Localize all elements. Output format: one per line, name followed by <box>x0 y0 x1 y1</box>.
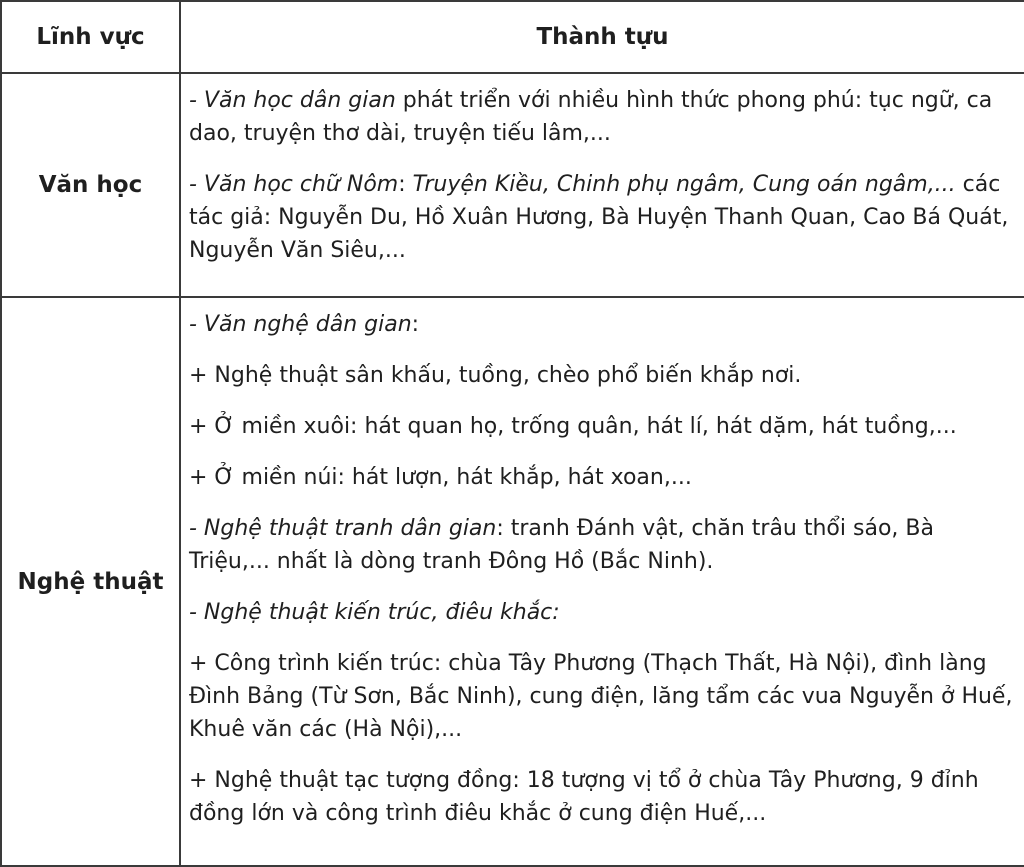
text: + Ở miền núi: hát lượn, hát khắp, hát xoan,... <box>189 465 692 490</box>
text: : <box>398 172 413 197</box>
paragraph <box>189 359 1016 392</box>
italic-text: - Nghệ thuật tranh dân gian <box>189 516 497 541</box>
paragraph <box>189 308 1016 341</box>
text: + Nghệ thuật tạc tượng đồng: 18 tượng vị tổ ở chùa Tây Phương, 9 đỉnh đồng lớn và công trình điêu khắc ở cung điện Huế,... <box>189 768 979 826</box>
paragraph <box>189 596 1016 629</box>
paragraph <box>189 410 1016 443</box>
header-achievements: Thành tựu <box>180 1 1024 73</box>
paragraph <box>189 512 1016 578</box>
text: + Công trình kiến trúc: chùa Tây Phương (Thạch Thất, Hà Nội), đình làng Đình Bảng (Từ Sơn, Bắc Ninh), cung điện, lăng tẩm các vua Nguyễn ở Huế, Khuê văn các (Hà Nội),... <box>189 651 1013 742</box>
paragraph <box>189 764 1016 830</box>
paragraph <box>189 461 1016 494</box>
achievements-art <box>180 297 1024 866</box>
text: phát triển với nhiều hình thức phong phú: tục ngữ, ca dao, truyện thơ dài, truyện tiếu lâm,... <box>189 88 993 146</box>
paragraph <box>189 168 1016 267</box>
italic-text: - Văn học chữ Nôm <box>189 172 399 197</box>
text: : <box>411 312 420 337</box>
achievements-literature <box>180 73 1024 297</box>
paragraph <box>189 84 1016 150</box>
header-field: Lĩnh vực <box>1 1 180 73</box>
text: : tranh Đánh vật, chăn trâu thổi sáo, Bà Triệu,... nhất là dòng tranh Đông Hồ (Bắc Ninh). <box>189 516 934 574</box>
table-header-row <box>1 1 1024 73</box>
paragraph <box>189 647 1016 746</box>
table-row <box>1 297 1024 866</box>
text: + Nghệ thuật sân khấu, tuồng, chèo phổ biến khắp nơi. <box>189 363 802 388</box>
field-literature: Văn học <box>1 73 180 297</box>
table-row <box>1 73 1024 297</box>
italic-text: - Văn nghệ dân gian <box>189 312 412 337</box>
text: các tác giả: Nguyễn Du, Hồ Xuân Hương, Bà Huyện Thanh Quan, Cao Bá Quát, Nguyễn Văn Siêu,... <box>189 172 1009 263</box>
field-art: Nghệ thuật <box>1 297 180 866</box>
italic-text: Truyện Kiều, Chinh phụ ngâm, Cung oán ngâm,... <box>412 172 956 197</box>
italic-text: - Văn học dân gian <box>189 88 396 113</box>
text: + Ở miền xuôi: hát quan họ, trống quân, hát lí, hát dặm, hát tuồng,... <box>189 414 957 439</box>
italic-text: - Nghệ thuật kiến trúc, điêu khắc: <box>189 600 560 625</box>
